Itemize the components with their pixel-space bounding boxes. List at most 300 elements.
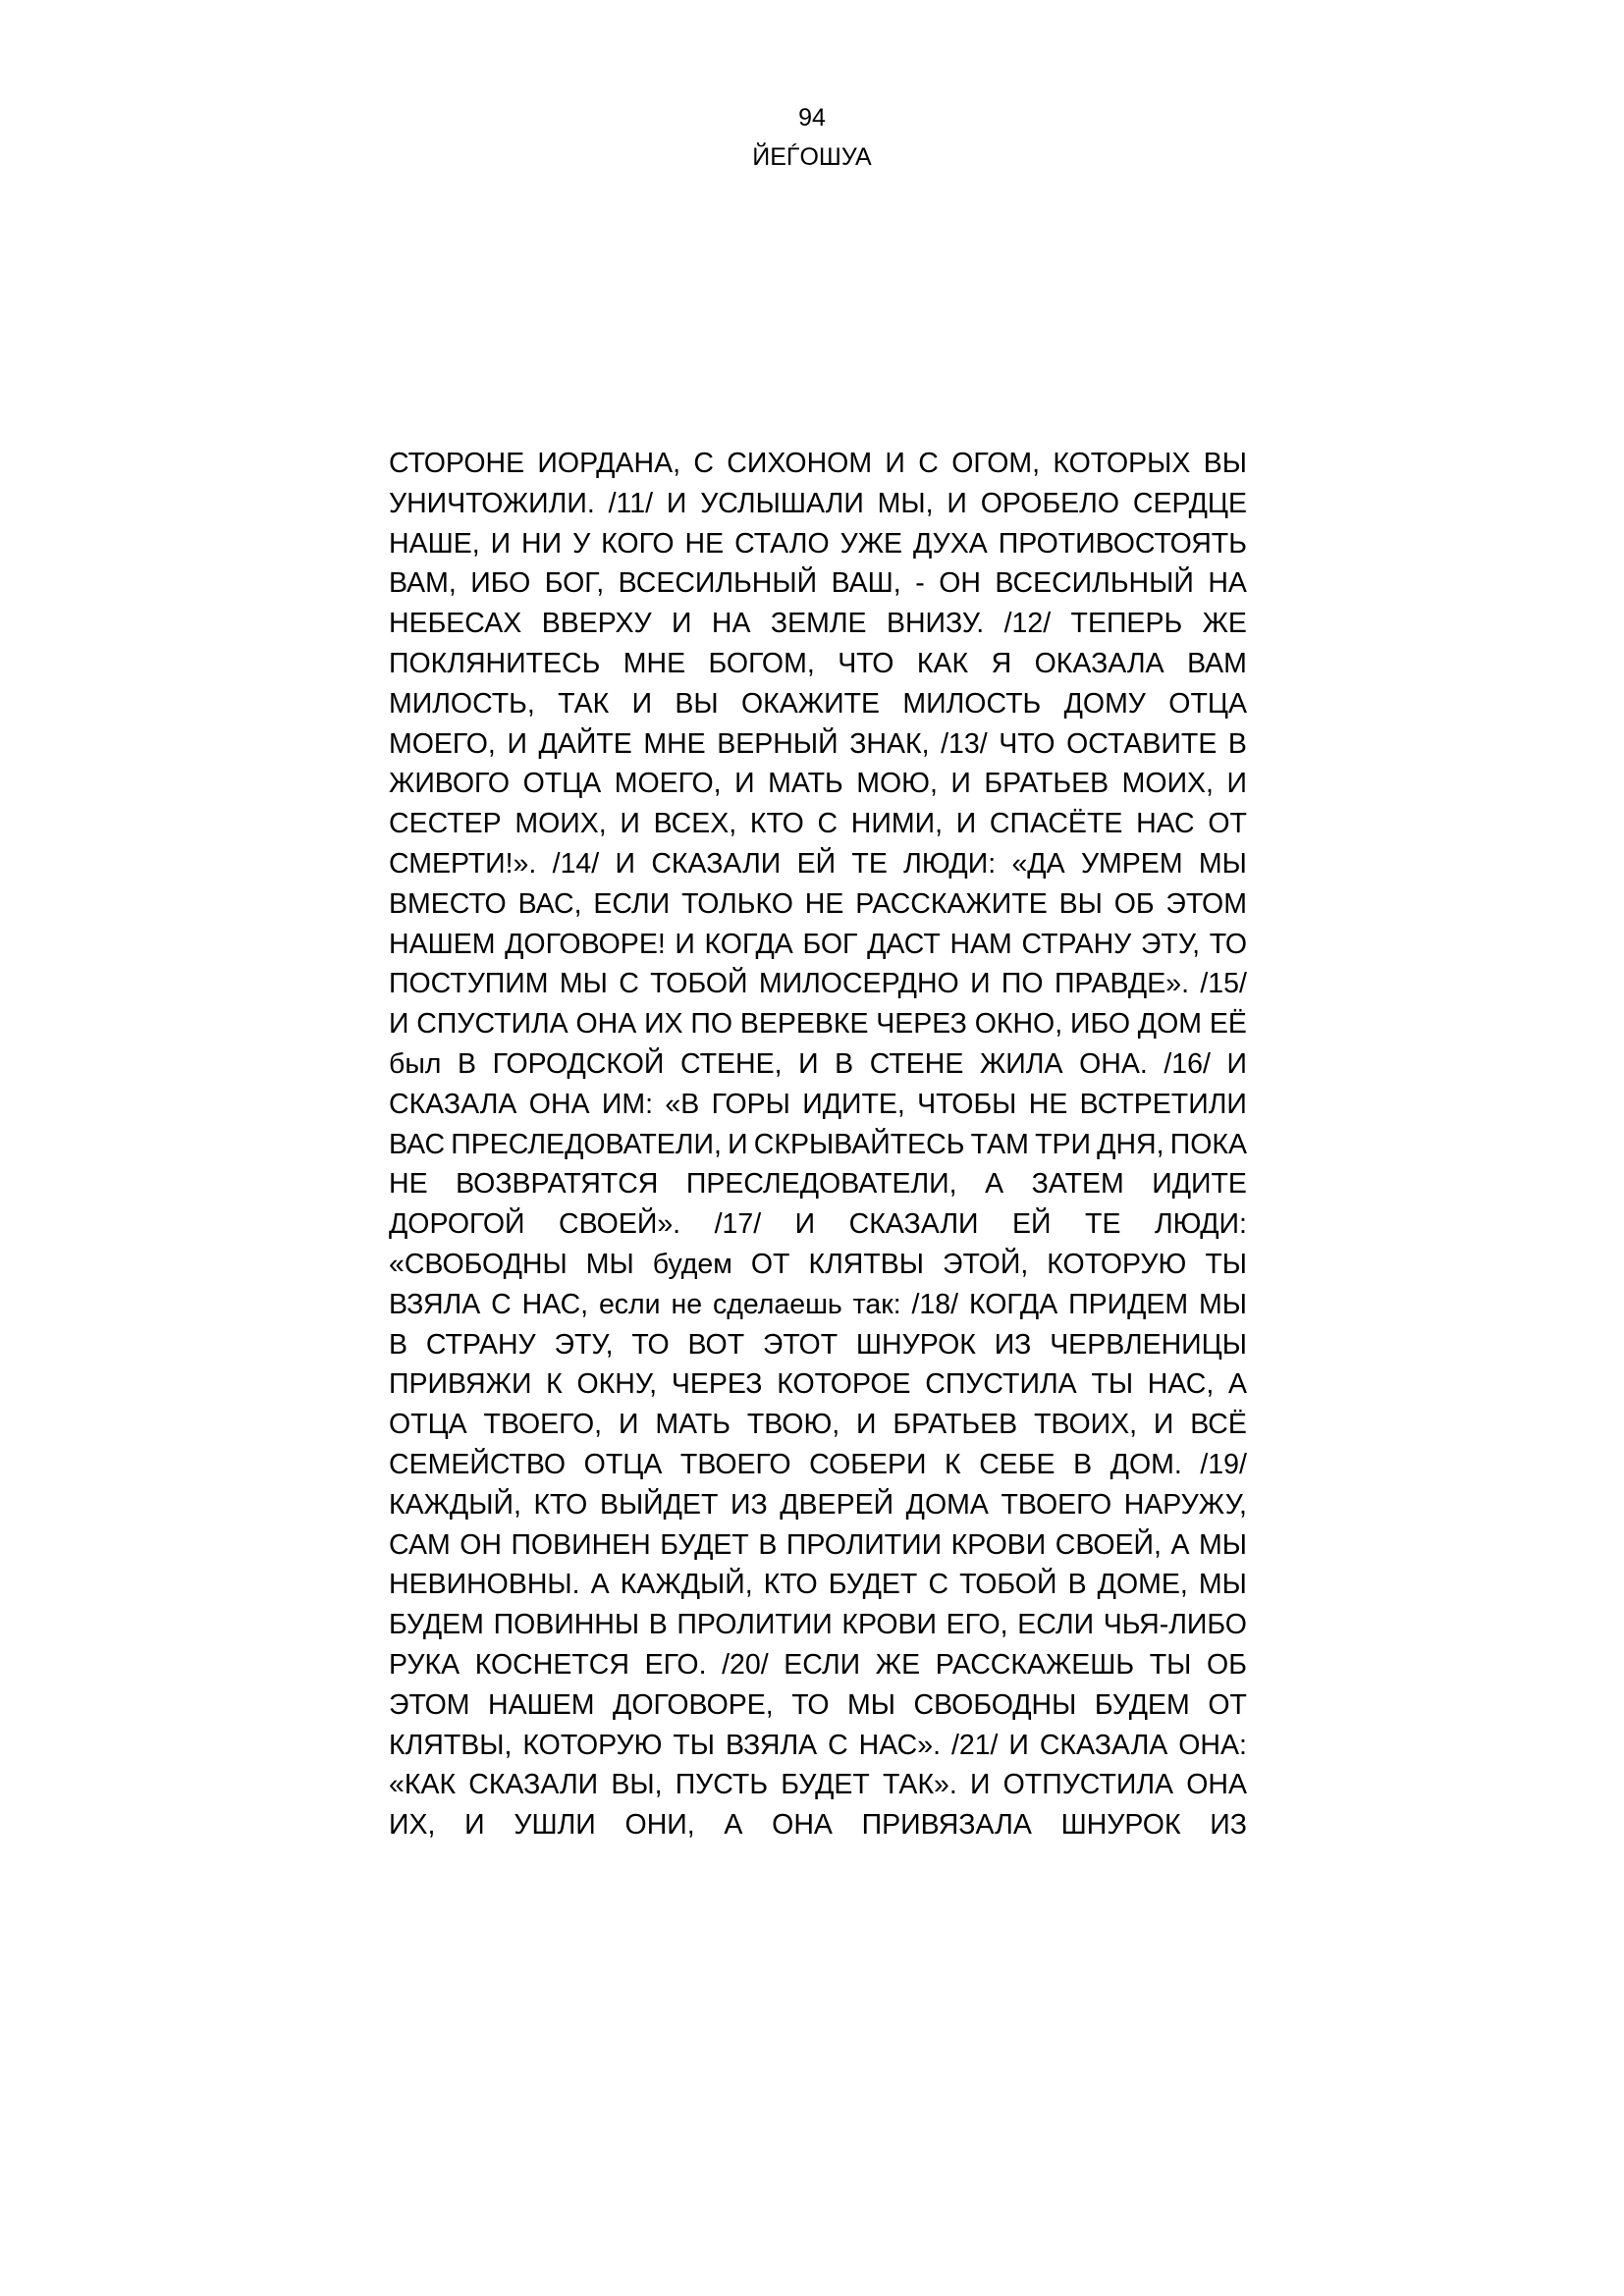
text-word: ВМЕСТО: [389, 887, 507, 920]
text-word: ТАК».: [882, 1769, 957, 1801]
text-word: «ДА: [1011, 847, 1065, 880]
text-word: ЖИВОГО: [389, 768, 511, 800]
text-body: [389, 444, 1247, 1845]
text-word: СКАЗАЛА: [1039, 1729, 1168, 1761]
text-word: СТАЛО: [734, 527, 830, 560]
text-line: [389, 764, 1247, 804]
text-word: ЗАТЕМ: [1031, 1168, 1124, 1201]
text-word: МНЕ: [643, 727, 706, 760]
text-word: В: [1073, 1448, 1093, 1480]
text-word: И: [618, 1409, 639, 1441]
text-word: ТВОЮ,: [746, 1409, 840, 1441]
text-word: СКАЗАЛИ: [848, 1208, 979, 1241]
text-word: КОГО: [601, 527, 675, 560]
text-word: С: [693, 448, 714, 479]
text-word: И: [947, 487, 967, 519]
text-word: ПОКЛЯНИТЕСЬ: [389, 647, 601, 679]
text-word: ОНА:: [1178, 1729, 1247, 1761]
text-word: ЖЕ: [1202, 608, 1247, 640]
text-word: МОЕГО,: [614, 768, 722, 800]
text-line: [389, 1405, 1247, 1445]
text-word: НЕ: [389, 1168, 428, 1201]
text-word: А: [724, 1809, 743, 1842]
text-word: КРОВИ: [841, 1609, 937, 1641]
text-word: И: [969, 1769, 991, 1801]
text-word: КАК: [916, 647, 969, 679]
text-word: ОТЦА: [1168, 687, 1247, 720]
text-word: БРАТЬЕВ: [984, 768, 1110, 800]
text-word: ИХ,: [389, 1809, 436, 1842]
text-word: ТРИ: [1035, 1128, 1091, 1160]
text-word: МЫ: [585, 1248, 634, 1280]
text-word: /16/: [1164, 1047, 1211, 1080]
text-word: ВСЕХ,: [653, 808, 737, 840]
text-word: сделаешь: [712, 1288, 842, 1320]
text-word: ТО: [1209, 928, 1247, 960]
text-word: ДОГОВОРЕ!: [505, 928, 666, 960]
text-word: КТО: [749, 808, 804, 840]
text-word: МОЮ,: [856, 768, 938, 800]
text-word: ОСТАВИТЕ: [1066, 727, 1218, 760]
text-word: ГОРЫ: [711, 1088, 790, 1120]
text-word: МЫ: [1198, 1569, 1247, 1601]
text-word: МИЛОСТЬ,: [389, 687, 535, 720]
text-word: ВЗЯЛА: [725, 1729, 818, 1761]
text-word: РАССКАЖИТЕ: [855, 887, 1048, 920]
text-word: И: [734, 768, 755, 800]
text-line: [389, 444, 1247, 484]
text-word: С: [491, 1288, 512, 1320]
text-word: СКАЗАЛА: [389, 1088, 517, 1120]
text-word: ЧТО: [999, 727, 1056, 760]
text-word: /18/: [911, 1288, 959, 1320]
text-word: ДОМА: [905, 1488, 989, 1521]
text-word: ПО: [1001, 968, 1044, 1000]
text-word: будем: [652, 1248, 732, 1280]
text-word: ИОРДАНА,: [537, 448, 680, 479]
text-word: ВНИЗУ.: [886, 608, 985, 640]
text-word: И: [389, 1008, 409, 1041]
text-word: ОН: [460, 1528, 502, 1561]
text-word: ПОКА: [1169, 1128, 1247, 1160]
text-word: ИДИТЕ: [1152, 1168, 1247, 1201]
text-word: СЕМЕЙСТВО: [389, 1448, 567, 1480]
text-word: ВЫ,: [611, 1769, 663, 1801]
text-word: ВОТ: [687, 1328, 745, 1361]
text-word: ОТПУСТИЛА: [1002, 1769, 1174, 1801]
text-word: В: [1227, 727, 1247, 760]
text-word: КОТОРЫХ: [1053, 448, 1191, 479]
text-word: КОГДА: [704, 928, 793, 960]
text-word: И: [507, 727, 527, 760]
text-word: /12/: [1003, 608, 1052, 640]
text-word: РУКА: [389, 1648, 460, 1681]
text-line: [389, 925, 1247, 965]
text-word: не: [671, 1288, 703, 1320]
text-word: КРОВИ: [950, 1528, 1047, 1561]
text-word: ТАМ: [970, 1128, 1029, 1160]
text-word: НАШЕ,: [389, 527, 480, 560]
text-word: БУДЕТ: [828, 1569, 918, 1601]
text-line: [389, 724, 1247, 765]
text-word: ВСЕСИЛЬНЫЙ: [995, 567, 1194, 600]
text-word: ЕСЛИ: [1017, 1609, 1095, 1641]
text-word: ДНЯ,: [1097, 1128, 1164, 1160]
text-word: НАС,: [1147, 1368, 1215, 1401]
text-word: ВОЗВРАТЯТСЯ: [456, 1168, 659, 1201]
text-word: СЕСТЕР: [389, 808, 502, 840]
text-word: /21/: [950, 1729, 999, 1761]
text-word: ОГОМ,: [951, 448, 1041, 479]
text-word: БОГ,: [544, 567, 605, 600]
text-word: ОРОБЕЛО: [980, 487, 1120, 519]
text-word: К: [945, 1448, 961, 1480]
text-word: ОКНУ,: [576, 1368, 658, 1401]
text-word: ГОРОДСКОЙ: [492, 1047, 665, 1080]
text-word: ЕЙ: [1012, 1208, 1052, 1241]
text-word: ВЕРНЫЙ: [717, 727, 839, 760]
text-word: В: [648, 1609, 668, 1641]
text-word: ТВОИХ,: [1033, 1409, 1138, 1441]
text-line: [389, 1044, 1247, 1085]
text-word: СКАЗАЛИ: [468, 1769, 599, 1801]
text-word: ТОЛЬКО: [681, 887, 793, 920]
text-word: И: [671, 608, 692, 640]
text-word: ВСТРЕТИЛИ: [1079, 1088, 1247, 1120]
text-word: ТЫ: [673, 1729, 715, 1761]
text-word: И: [885, 448, 905, 479]
text-word: К: [546, 1368, 563, 1401]
text-word: ЕЙ: [796, 847, 837, 880]
text-word: ДОМ: [1137, 1008, 1203, 1041]
text-word: КАЖДЫЙ,: [620, 1569, 753, 1601]
text-word: ОНА: [772, 1809, 833, 1842]
text-word: ЧТОБЫ: [917, 1088, 1017, 1120]
text-word: ИМ:: [601, 1088, 654, 1120]
text-word: НИМИ,: [850, 808, 943, 840]
text-word: БОГОМ,: [708, 647, 815, 679]
text-word: ПУСТЬ: [675, 1769, 769, 1801]
text-word: УМРЕМ: [1080, 847, 1183, 880]
book-title: ЙЕЃОШУА: [752, 143, 872, 171]
text-word: ЕСЛИ: [593, 887, 671, 920]
text-word: ЗНАК,: [849, 727, 930, 760]
text-word: ВВЕРХУ: [541, 608, 652, 640]
text-word: И: [631, 687, 653, 720]
text-word: И: [1153, 1409, 1174, 1441]
text-word: НАМ: [949, 928, 1012, 960]
text-word: ПРОТИВОСТОЯТЬ: [998, 527, 1247, 560]
text-line: [389, 804, 1247, 844]
text-word: ТО: [791, 1688, 830, 1721]
text-word: ДАЙТЕ: [538, 727, 632, 760]
text-word: СПАСЁТЕ: [989, 808, 1123, 840]
text-word: ОТЦА: [583, 1448, 663, 1480]
text-word: ИБО: [1069, 1008, 1130, 1041]
text-word: ВАС,: [517, 887, 582, 920]
text-line: [389, 1164, 1247, 1204]
text-word: ЧЕРЕЗ: [876, 1008, 967, 1041]
text-word: ЕСЛИ: [784, 1648, 861, 1681]
text-word: НАШЕМ: [488, 1688, 595, 1721]
text-word: ТОБОЙ: [650, 968, 748, 1000]
text-word: СВОЕЙ».: [559, 1208, 681, 1241]
text-word: ЕЁ: [1209, 1008, 1247, 1041]
text-word: /13/: [941, 727, 988, 760]
text-line: [389, 844, 1247, 884]
text-line: [389, 1605, 1247, 1645]
text-word: ТВОЕГО: [1001, 1488, 1112, 1521]
text-line: [389, 1245, 1247, 1285]
text-word: БУДЕТ: [781, 1769, 870, 1801]
text-word: БУДЕТ: [660, 1528, 749, 1561]
text-word: ПОВИНЕН: [511, 1528, 651, 1561]
text-word: С: [918, 448, 939, 479]
text-word: ПРОЛИТИИ: [677, 1609, 833, 1641]
text-word: «КАК: [389, 1769, 457, 1801]
text-word: ОТЦА: [522, 768, 602, 800]
text-word: И: [794, 1208, 816, 1241]
text-word: МЫ,: [877, 487, 934, 519]
text-line: [389, 1565, 1247, 1605]
text-word: ОКАЗАЛА: [1034, 647, 1164, 679]
text-word: МНЕ: [623, 647, 686, 679]
text-word: МИЛОСТЬ: [902, 687, 1042, 720]
text-word: «СВОБОДНЫ: [389, 1248, 568, 1280]
text-word: ИЗ: [730, 1488, 768, 1521]
text-line: [389, 1445, 1247, 1485]
text-word: ОНА: [1186, 1769, 1247, 1801]
text-word: НЕ: [1028, 1088, 1068, 1120]
text-word: МЫ: [559, 968, 608, 1000]
text-word: ПРАВДЕ».: [1054, 968, 1189, 1000]
text-word: СТЕНЕ: [869, 1047, 964, 1080]
text-word: В: [389, 1328, 408, 1361]
text-word: СИХОНОМ: [727, 448, 873, 479]
text-line: [389, 1765, 1247, 1805]
text-word: ПОВИННЫ: [493, 1609, 640, 1641]
text-word: ИБО: [470, 567, 531, 600]
text-word: ЭТОЙ,: [943, 1248, 1029, 1280]
text-word: СТРАНУ: [425, 1328, 536, 1361]
text-word: ЧЕРВЛЕНИЦЫ: [1050, 1328, 1247, 1361]
text-word: ОНА: [528, 1088, 590, 1120]
text-word: ВЫ: [675, 687, 719, 720]
text-word: был: [389, 1047, 442, 1080]
text-word: ПРЕСЛЕДОВАТЕЛИ,: [685, 1168, 957, 1201]
text-word: А: [1227, 1368, 1247, 1401]
text-word: И: [798, 1047, 819, 1080]
text-word: ЛЮДИ:: [903, 847, 997, 880]
text-word: ВАШ,: [831, 567, 901, 600]
text-word: КЛЯТВЫ: [808, 1248, 925, 1280]
text-word: И: [856, 1409, 877, 1441]
text-word: ДОМУ: [1063, 687, 1146, 720]
text-word: ДОМ.: [1110, 1448, 1182, 1480]
text-word: /14/: [552, 847, 600, 880]
text-word: ЧТО: [838, 647, 894, 679]
text-line: [389, 1685, 1247, 1726]
text-line: [389, 524, 1247, 564]
text-word: МЫ: [1199, 1288, 1247, 1320]
text-word: ЗЕМЛЕ: [770, 608, 867, 640]
text-word: ОНИ,: [624, 1809, 695, 1842]
text-word: КОГДА: [968, 1288, 1058, 1320]
text-word: НАС,: [521, 1288, 589, 1320]
text-word: ИДИТЕ,: [802, 1088, 905, 1120]
text-word: НЕ: [684, 527, 725, 560]
text-word: ВСЕСИЛЬНЫЙ: [618, 567, 818, 600]
text-word: ОНА.: [1079, 1047, 1148, 1080]
text-line: [389, 964, 1247, 1004]
text-word: ШНУРОК: [1060, 1809, 1181, 1842]
text-word: С: [828, 1729, 848, 1761]
text-word: ВАС: [389, 1128, 446, 1160]
text-word: ОКАЖИТЕ: [741, 687, 881, 720]
text-word: НЕБЕСАХ: [389, 608, 522, 640]
text-word: И: [675, 928, 695, 960]
text-word: НАРУЖУ,: [1123, 1488, 1247, 1521]
text-word: СКАЗАЛИ: [651, 847, 782, 880]
text-line: [389, 1085, 1247, 1125]
text-word: ЭТУ,: [554, 1328, 614, 1361]
text-word: /11/: [608, 487, 654, 519]
text-word: ОТЦА: [389, 1409, 467, 1441]
text-word: ОТ: [1208, 1688, 1247, 1721]
text-word: «В: [665, 1088, 700, 1120]
text-word: А: [1170, 1528, 1190, 1561]
text-word: МИЛОСЕРДНО: [758, 968, 959, 1000]
text-word: МАТЬ: [768, 768, 843, 800]
text-line: [389, 1004, 1247, 1044]
text-word: НАС».: [858, 1729, 941, 1761]
text-word: ЕГО.: [644, 1648, 707, 1681]
text-word: ЭТОМ: [1165, 887, 1247, 920]
text-word: СТРАНУ: [1021, 928, 1132, 960]
text-line: [389, 1285, 1247, 1325]
text-word: ТВОЕГО: [679, 1448, 791, 1480]
text-word: НАС: [1136, 808, 1195, 840]
text-line: [389, 1125, 1247, 1165]
text-word: НА: [1208, 567, 1247, 600]
text-word: ОН: [939, 567, 981, 600]
text-word: УЖЕ: [839, 527, 903, 560]
text-line: [389, 604, 1247, 644]
page-number: 94: [798, 104, 826, 132]
text-word: ЭТУ,: [1140, 928, 1201, 960]
text-word: ДУХА: [913, 527, 988, 560]
text-word: ИЗ: [1210, 1809, 1247, 1842]
text-word: СВОБОДНЫ: [913, 1688, 1077, 1721]
text-word: МОИХ,: [1121, 768, 1214, 800]
text-word: ТЕ: [1085, 1208, 1121, 1241]
text-word: МОЕГО,: [389, 727, 496, 760]
text-word: ТАК: [558, 687, 610, 720]
text-word: НИ: [521, 527, 563, 560]
text-line: [389, 1364, 1247, 1405]
text-word: КТО: [763, 1569, 818, 1601]
text-word: ПРИВЯЖИ: [389, 1368, 532, 1401]
text-word: ТЫ: [1091, 1368, 1134, 1401]
text-word: ЭТОТ: [762, 1328, 839, 1361]
text-word: МАТЬ: [655, 1409, 731, 1441]
text-line: [389, 1525, 1247, 1566]
text-word: ВСЁ: [1190, 1409, 1247, 1441]
text-word: У: [572, 527, 591, 560]
text-word: В: [458, 1047, 477, 1080]
text-word: ОТ: [750, 1248, 790, 1280]
text-word: САМ: [389, 1528, 451, 1561]
text-word: КЛЯТВЫ,: [389, 1729, 513, 1761]
text-word: ДОМЕ,: [1097, 1569, 1188, 1601]
text-word: БУДЕМ: [1094, 1688, 1190, 1721]
text-word: КОТОРУЮ: [522, 1729, 663, 1761]
text-word: ДВЕРЕЙ: [780, 1488, 894, 1521]
text-word: ТЕПЕРЬ: [1070, 608, 1183, 640]
text-word: СТОРОНЕ: [389, 448, 525, 479]
text-word: ВАМ: [1187, 647, 1247, 679]
text-word: И: [666, 487, 687, 519]
text-word: А: [985, 1168, 1004, 1201]
text-word: ТО: [631, 1328, 670, 1361]
text-word: ТЫ: [1149, 1648, 1192, 1681]
text-word: И: [1226, 1047, 1247, 1080]
text-word: ТВОЕГО,: [483, 1409, 603, 1441]
text-word: С: [619, 968, 639, 1000]
text-word: ПРИДЕМ: [1068, 1288, 1189, 1320]
text-line: [389, 484, 1247, 524]
text-line: [389, 563, 1247, 604]
text-word: ШНУРОК: [855, 1328, 976, 1361]
text-word: /19/: [1200, 1448, 1247, 1480]
text-word: БОГ: [802, 928, 858, 960]
text-word: ВАМ,: [389, 567, 457, 600]
text-word: А: [590, 1569, 610, 1601]
text-word: ТЫ: [1205, 1248, 1247, 1280]
text-word: ПРЕСЛЕДОВАТЕЛИ,: [451, 1128, 722, 1160]
text-word: -: [915, 567, 925, 600]
text-word: Я: [991, 647, 1012, 679]
text-word: В: [835, 1047, 854, 1080]
text-word: СТЕНЕ,: [679, 1047, 783, 1080]
text-word: ВЫ: [1058, 887, 1103, 920]
text-line: [389, 1726, 1247, 1766]
text-word: И: [1008, 1729, 1029, 1761]
text-word: ОТ: [1208, 808, 1247, 840]
text-line: [389, 1204, 1247, 1245]
text-word: ЕГО,: [946, 1609, 1008, 1641]
text-word: СКРЫВАЙТЕСЬ: [753, 1128, 965, 1160]
text-line: [389, 644, 1247, 684]
text-word: КОСНЕТСЯ: [474, 1648, 629, 1681]
text-word: И: [955, 808, 977, 840]
text-word: ЧЕРЕЗ: [671, 1368, 763, 1401]
text-word: ВЫЙДЕТ: [599, 1488, 719, 1521]
text-word: И: [1226, 768, 1247, 800]
text-word: ЛЮДИ:: [1154, 1208, 1247, 1241]
text-word: УШЛИ: [514, 1809, 596, 1842]
text-word: И: [950, 768, 971, 800]
text-word: НЕ: [804, 887, 844, 920]
text-word: И: [464, 1809, 485, 1842]
text-word: УНИЧТОЖИЛИ.: [389, 487, 595, 519]
text-word: если: [598, 1288, 661, 1320]
text-word: В: [1067, 1569, 1087, 1601]
text-word: ИХ: [644, 1008, 683, 1041]
text-word: ДАСТ: [867, 928, 941, 960]
text-word: КОТОРУЮ: [1047, 1248, 1187, 1280]
text-word: С: [928, 1569, 949, 1601]
